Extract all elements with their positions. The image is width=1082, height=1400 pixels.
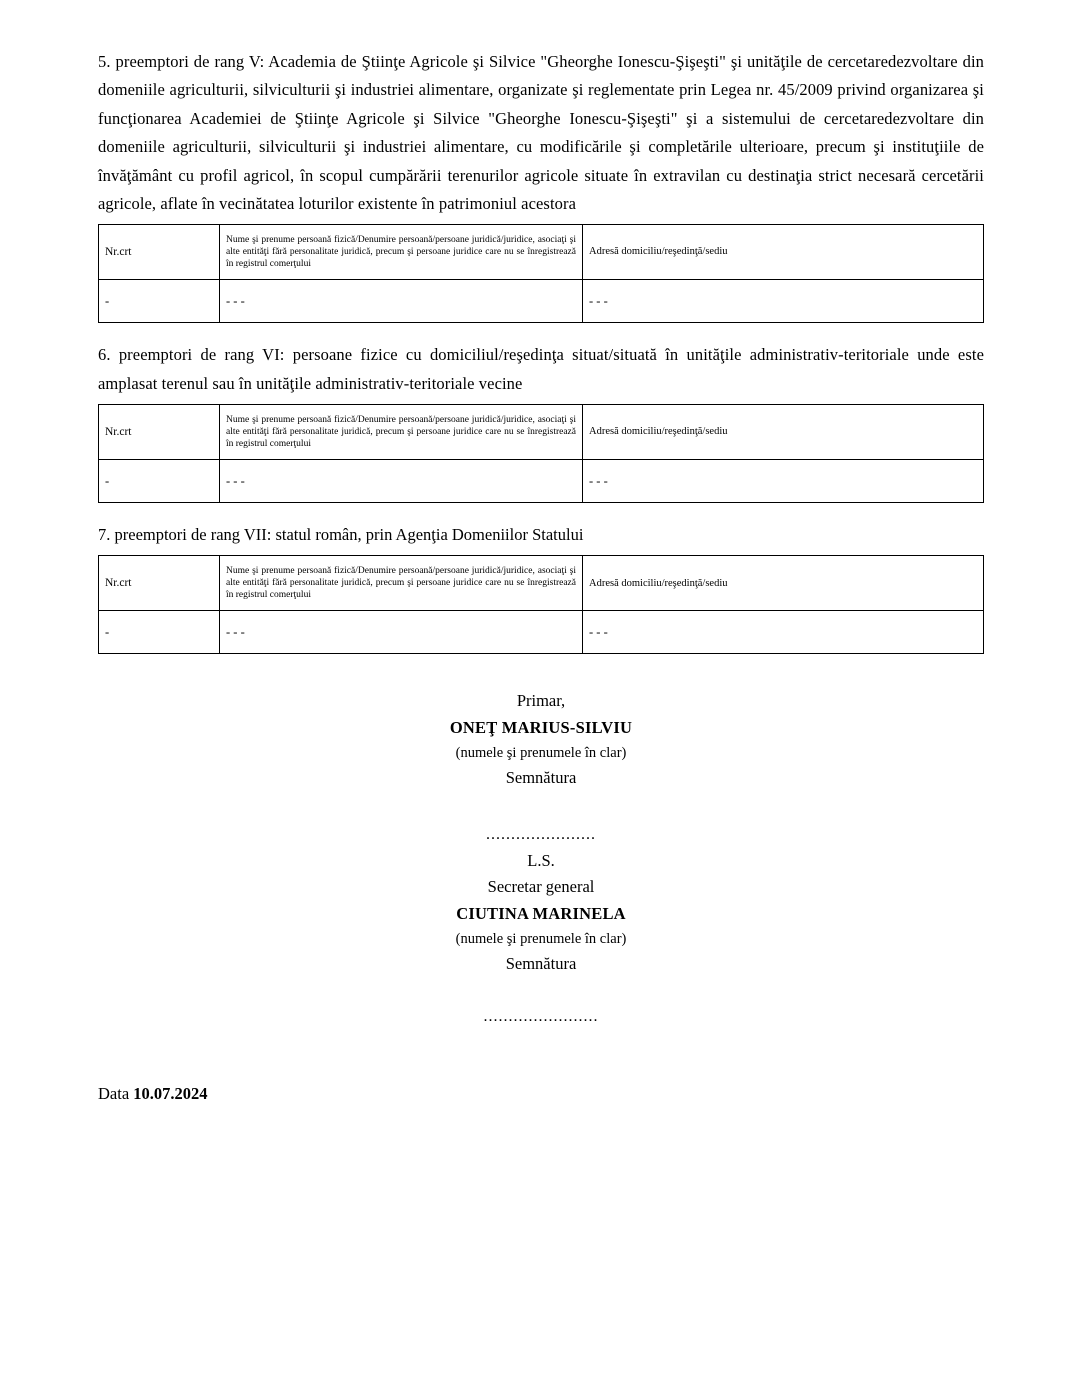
header-adresa: Adresă domiciliu/reşedinţă/sediu	[583, 225, 984, 280]
primar-signature-label: Semnătura	[505, 768, 577, 788]
signature-block	[98, 688, 984, 1029]
secretar-signature-dots: .......................	[483, 1007, 599, 1025]
table-row	[99, 611, 984, 654]
header-nr-crt: Nr.crt	[99, 405, 220, 460]
section-7-heading: 7. preemptori de rang VII: statul român, prin Agenţia Domeniilor Statului	[98, 525, 584, 544]
secretar-title: Secretar general	[487, 877, 595, 897]
section-5-table	[98, 224, 984, 323]
header-adresa: Adresă domiciliu/reşedinţă/sediu	[583, 405, 984, 460]
primar-name: ONEŢ MARIUS-SILVIU	[449, 718, 633, 738]
cell-adresa: - - -	[583, 611, 984, 654]
table-header-row	[99, 225, 984, 280]
primar-signature-dots: ......................	[486, 826, 596, 844]
cell-nume-prenume: - - -	[220, 611, 583, 654]
cell-adresa: - - -	[583, 460, 984, 503]
primar-title: Primar,	[516, 691, 566, 711]
section-5-heading: 5. preemptori de rang V: Academia de Ştiinţe Agricole şi Silvice "Gheorghe Ionescu-Şişeşti" şi unităţile de cercetaredezvoltare din domeniile agriculturii, silviculturii şi industriei alimentare, organizate şi reglementate prin Legea nr. 45/2009 privind organizarea şi funcţionarea Academiei de Ştiinţe Agricole şi Silvice "Gheorghe Ionescu-Şişeşti" şi a sistemului de cercetaredezvoltare din domeniile agriculturii, silviculturii şi industriei alimentare, cu modificările şi completările ulterioare, precum şi instituţiile de învăţământ cu profil agricol, în scopul cumpărării terenurilor agricole situate în extravilan cu destinaţia strict necesară cercetării agricole, aflate în vecinătatea loturilor existente în patrimoniul acestora	[98, 52, 984, 213]
header-nume-prenume: Nume şi prenume persoană fizică/Denumire persoană/persoane juridică/juridice, asociaţi şi alte entităţi fără personalitate juridică, precum şi persoane juridice care nu se înregistrează în registrul comerţului	[220, 556, 583, 611]
cell-nr-crt: -	[99, 280, 220, 323]
date-label: Data	[98, 1083, 134, 1103]
table-header-row	[99, 405, 984, 460]
table-row	[99, 460, 984, 503]
header-adresa: Adresă domiciliu/reşedinţă/sediu	[583, 556, 984, 611]
cell-nume-prenume: - - -	[220, 280, 583, 323]
spacer	[98, 503, 984, 521]
spacer	[98, 323, 984, 341]
table-row	[99, 280, 984, 323]
primar-name-note: (numele şi prenumele în clar)	[455, 744, 627, 761]
secretar-name-note: (numele şi prenumele în clar)	[455, 930, 627, 947]
section-7-table	[98, 555, 984, 654]
secretar-name: CIUTINA MARINELA	[456, 904, 626, 924]
cell-nr-crt: -	[99, 460, 220, 503]
header-nume-prenume: Nume şi prenume persoană fizică/Denumire persoană/persoane juridică/juridice, asociaţi şi alte entităţi fără personalitate juridică, precum şi persoane juridice care nu se înregistrează în registrul comerţului	[220, 405, 583, 460]
cell-adresa: - - -	[583, 280, 984, 323]
header-nr-crt: Nr.crt	[99, 556, 220, 611]
ls-label: L.S.	[527, 850, 555, 870]
date-line	[98, 1084, 984, 1104]
table-header-row	[99, 556, 984, 611]
header-nume-prenume: Nume şi prenume persoană fizică/Denumire persoană/persoane juridică/juridice, asociaţi şi alte entităţi fără personalitate juridică, precum şi persoane juridice care nu se înregistrează în registrul comerţului	[220, 225, 583, 280]
section-6-heading: 6. preemptori de rang VI: persoane fizice cu domiciliul/reşedinţa situat/situată în unităţile administrativ-teritoriale unde este amplasat terenul sau în unităţile administrativ-teritoriale vecine	[98, 345, 984, 393]
header-nr-crt: Nr.crt	[99, 225, 220, 280]
cell-nume-prenume: - - -	[220, 460, 583, 503]
secretar-signature-label: Semnătura	[505, 954, 577, 974]
section-6-table	[98, 404, 984, 503]
date-value: 10.07.2024	[133, 1083, 208, 1103]
cell-nr-crt: -	[99, 611, 220, 654]
